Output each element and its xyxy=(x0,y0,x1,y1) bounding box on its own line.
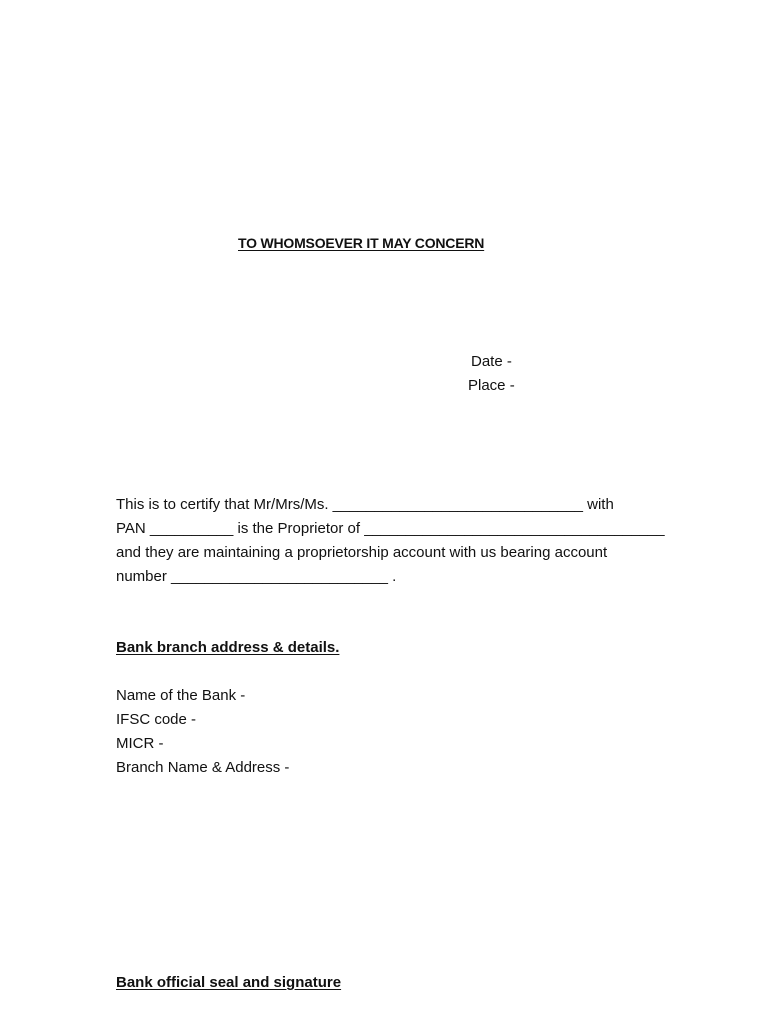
bank-name-field: Name of the Bank - xyxy=(116,687,246,704)
certificate-body-line: This is to certify that Mr/Mrs/Ms. ______________________________ with xyxy=(116,496,614,513)
bank-section-heading: Bank branch address & details. xyxy=(116,639,340,656)
certificate-body-line: number __________________________ . xyxy=(116,568,397,585)
date-label: Date - xyxy=(471,353,512,370)
place-label: Place - xyxy=(468,377,515,394)
signature-heading: Bank official seal and signature xyxy=(116,974,342,991)
certificate-body-line: PAN __________ is the Proprietor of ____________________________________ xyxy=(116,520,665,537)
certificate-body-line: and they are maintaining a proprietorship account with us bearing account xyxy=(116,544,608,561)
branch-address-field: Branch Name & Address - xyxy=(116,759,290,776)
micr-field: MICR - xyxy=(116,735,164,752)
ifsc-code-field: IFSC code - xyxy=(116,711,197,728)
page-title: TO WHOMSOEVER IT MAY CONCERN xyxy=(238,235,485,251)
